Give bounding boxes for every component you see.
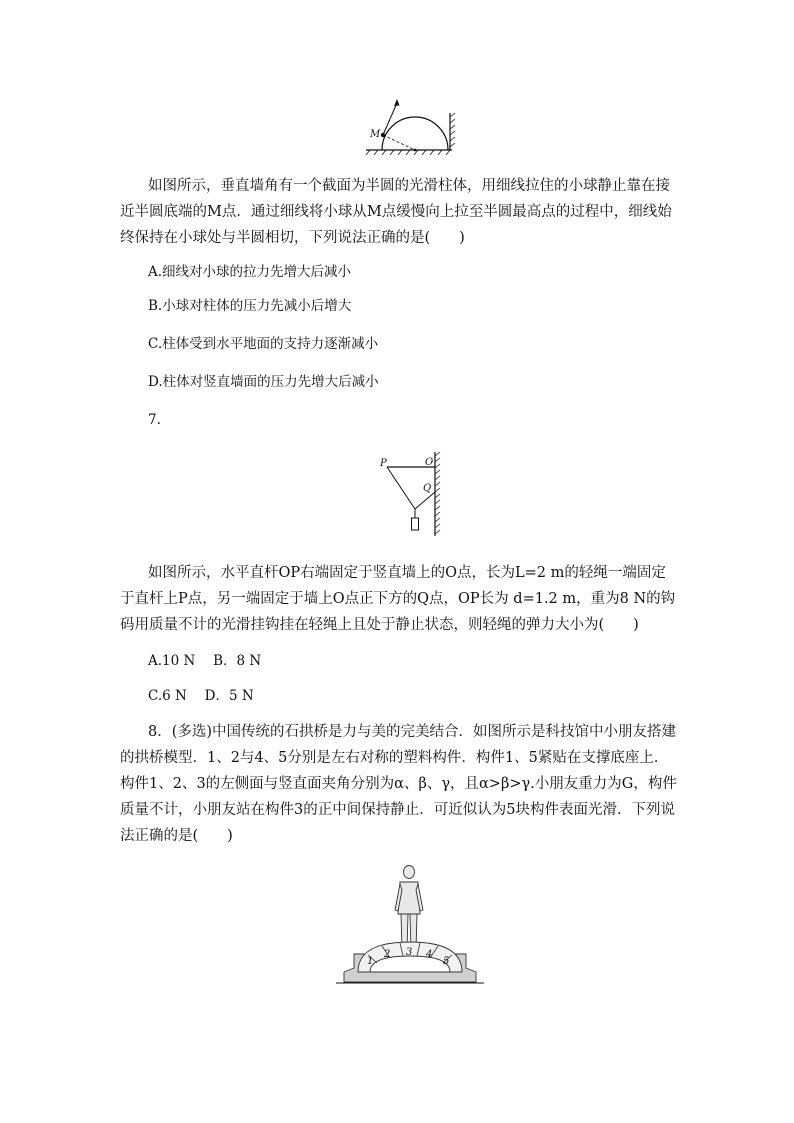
q6-option-d: D.柱体对竖直墙面的压力先增大后减小 [148, 374, 379, 390]
figure-rod-rope [375, 452, 450, 538]
q6-option-b: B.小球对柱体的压力先减小后增大 [148, 298, 352, 314]
block-2: 2 [384, 949, 391, 960]
label-m: M [370, 129, 381, 140]
label-q: Q [423, 483, 432, 494]
label-p: P [380, 458, 387, 469]
q8-stem: 8．(多选)中国传统的石拱桥是力与美的完美结合．如图所示是科技馆中小朋友搭建的拱桥模型．1、2与4、5分别是左右对称的塑料构件．构件1、5紧贴在支撑底座上．构件1、2、3的左侧面与竖直面夹角分别为α、β、γ，且α>β>γ.小朋友重力为G，构件质量不计，小朋友站在构件3的正中间保持静止．可近似认为5块构件表面光滑．下列说法正确的是( ) [120, 724, 677, 844]
block-4: 4 [426, 949, 433, 960]
q6-option-c: C.柱体受到水平地面的支持力逐渐减小 [148, 336, 379, 352]
q6-option-a: A.细线对小球的拉力先增大后减小 [148, 264, 352, 280]
figure-arch-bridge [336, 862, 484, 987]
label-o: O [425, 457, 434, 468]
block-3: 3 [406, 947, 413, 958]
q7-number: 7. [148, 412, 161, 428]
figure-semicircle [360, 95, 470, 157]
q7-options-line2: C.6 N D．5 N [148, 688, 254, 704]
block-1: 1 [367, 956, 374, 967]
q6-stem: 如图所示，垂直墙角有一个截面为半圆的光滑柱体，用细线拉住的小球静止靠在接近半圆底端的M点．通过细线将小球从M点缓慢向上拉至半圆最高点的过程中，细线始终保持在小球处与半圆相切，下列说法正确的是( ) [120, 178, 672, 246]
block-5: 5 [443, 956, 450, 967]
q7-options-line1: A.10 N B．8 N [148, 653, 262, 669]
child-figure [395, 866, 423, 951]
q7-stem: 如图所示，水平直杆OP右端固定于竖直墙上的O点，长为L=2 m的轻绳一端固定于直杆上P点，另一端固定于墙上O点正下方的Q点，OP长为 d=1.2 m，重为8 N的钩码用质量不计的光滑挂钩挂在轻绳上且处于静止状态，则轻绳的弹力大小为( ) [120, 565, 676, 633]
